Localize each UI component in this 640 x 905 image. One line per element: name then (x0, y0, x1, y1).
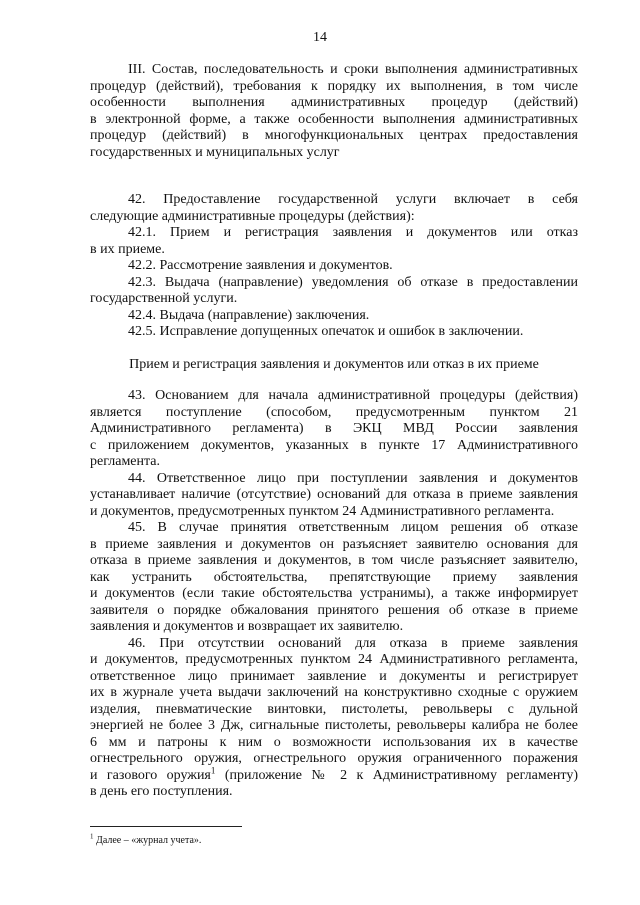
paragraph-45-line: и документов (если такие обстоятельства устранимы), а также информирует (90, 586, 578, 601)
page-number: 14 (313, 30, 327, 45)
item-42-3-line: 42.3. Выдача (направление) уведомления об отказе в предоставлении (128, 274, 578, 290)
footnote-text: Далее – «журнал учета». (96, 835, 202, 846)
paragraph-43-line: регламента. (90, 454, 161, 469)
paragraph-46-text: (приложение № 2 к Административному регламенту) (224, 767, 579, 783)
section-heading-line: в электронной форме, а также особенности выполнения административных (90, 111, 578, 127)
procedures-list (90, 192, 578, 373)
paragraph-46-text: и газового оружия (90, 767, 211, 783)
section-heading (90, 62, 578, 161)
paragraph-43-line: Административного регламента) в ЭКЦ МВД России заявления (90, 421, 578, 436)
paragraph-45-line: заявителя о порядке обжалования принятого решения об отказе в приеме (90, 602, 578, 618)
paragraph-45-line: отказа в приеме заявления и документов, в том числе разъясняет заявителю, (90, 553, 578, 568)
paragraph-42-line: 42. Предоставление государственной услуги включает в себя (128, 192, 578, 207)
paragraph-46-line: огнестрельного оружия, огнестрельного оружия ограниченного поражения (90, 751, 578, 766)
paragraph-46-line (90, 764, 579, 785)
paragraph-42-line: следующие административные процедуры (действия): (90, 208, 415, 224)
paragraph-43-line: с приложением документов, указанных в пункте 17 Административного (90, 437, 578, 453)
section-heading-line: III. Состав, последовательность и сроки выполнения административных (128, 62, 578, 77)
section-heading-line: особенности выполнения административных процедур (действий) (90, 95, 578, 110)
paragraph-43-line: 43. Основанием для начала административной процедуры (действия) (128, 388, 578, 403)
item-42-5: 42.5. Исправление допущенных опечаток и ошибок в заключении. (128, 324, 524, 339)
paragraph-46-line: 6 мм и патроны к ним о возможности использования их в качестве (90, 734, 578, 750)
footnote-divider (90, 826, 242, 827)
item-42-1-line: в их приеме. (90, 241, 165, 257)
paragraph-43-line: является поступление (способом, предусмотренным пунктом 21 (90, 404, 578, 420)
paragraph-46-line: 46. При отсутствии оснований для отказа в приеме заявления (128, 635, 578, 651)
paragraph-45-line: заявления и документов и возвращает их заявителю. (90, 619, 404, 634)
section-heading-line: процедур (действий), требования к порядку их выполнения, в том числе (90, 78, 578, 94)
item-42-1-line: 42.1. Прием и регистрация заявления и документов или отказ (128, 225, 578, 240)
paragraph-45-line: в приеме заявления и документов он разъясняет заявителю основания для (90, 536, 578, 552)
paragraph-45-line: 45. В случае принятия ответственным лицом решения об отказе (128, 520, 578, 535)
paragraph-46-line: и документов, предусмотренных пунктом 24 Административного регламента, (90, 652, 578, 667)
paragraph-46-line: изделия, пневматические винтовки, пистолеты, револьверы с дульной (90, 701, 578, 717)
paragraph-46-line: в день его поступления. (90, 784, 233, 799)
paragraph-46-line: ответственное лицо принимает заявление и документы и регистрирует (90, 668, 578, 684)
footnote-mark: 1 (90, 832, 94, 841)
footnote-reference[interactable]: 1 (210, 764, 216, 775)
paragraph-46-line: энергией не более 3 Дж, сигнальные пистолеты, револьверы калибра не более (90, 718, 578, 733)
paragraph-44-line: 44. Ответственное лицо при поступлении заявления и документов (128, 470, 578, 486)
section-heading-line: государственных и муниципальных услуг (90, 144, 340, 160)
paragraph-44-line: и документов, предусмотренных пунктом 24 Административного регламента. (90, 503, 555, 519)
paragraph-46-line: их в журнале учета выдачи заключений на конструктивно сходные с оружием (90, 685, 578, 700)
item-42-4: 42.4. Выдача (направление) заключения. (128, 307, 370, 323)
item-42-3-line: государственной услуги. (90, 291, 238, 306)
footnote (90, 832, 202, 847)
item-42-2: 42.2. Рассмотрение заявления и документов. (128, 258, 393, 273)
paragraphs-block (90, 388, 578, 801)
paragraph-44-line: устанавливает наличие (отсутствие) оснований для отказа в приеме заявления (90, 487, 578, 502)
subheading: Прием и регистрация заявления и документов или отказ в их приеме (129, 356, 539, 372)
paragraph-45-line: как устранить обстоятельства, препятствующие приему заявления (90, 569, 578, 585)
section-heading-line: процедур (действий) в многофункциональных центрах предоставления (90, 128, 578, 143)
